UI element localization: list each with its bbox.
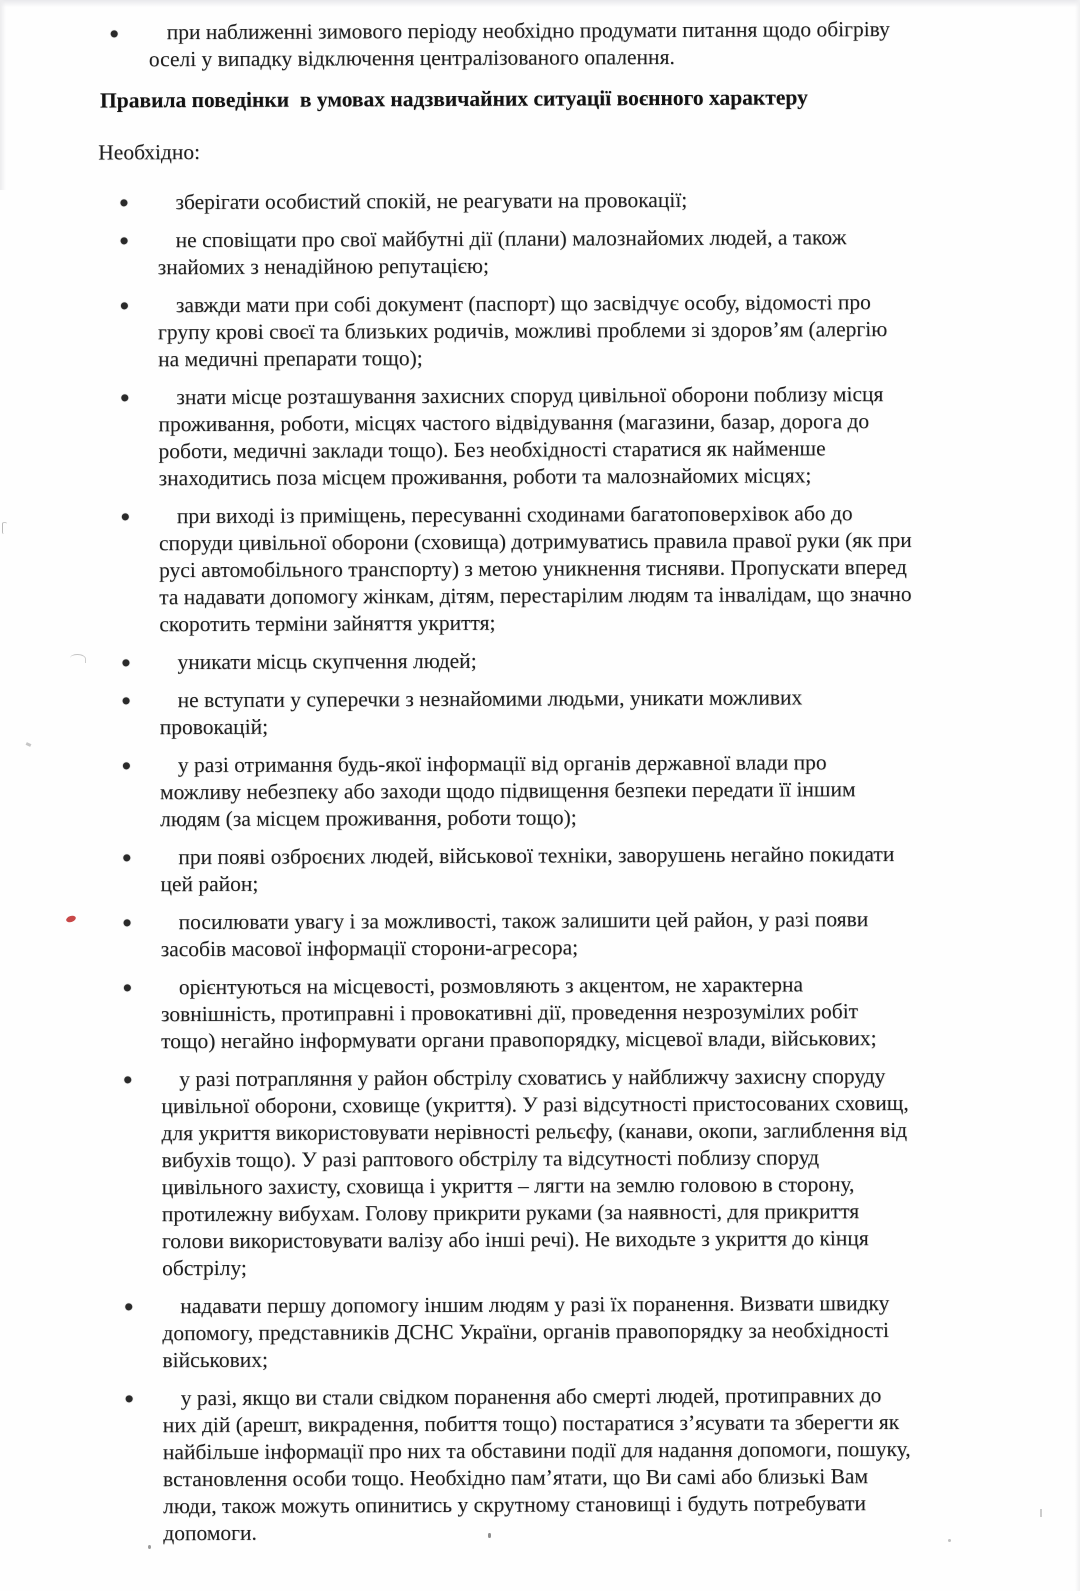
scan-speck-artifact [488, 1533, 491, 1538]
bullet-icon [123, 762, 130, 769]
scan-speck-artifact [2, 522, 7, 534]
bullet-icon [120, 199, 127, 206]
rule-text: при виході із приміщень, пересуванні сходинами багатоповерхівок або до споруди цивільної оборони (сховища) дотримуватись правила правої руки (як при русі автомобільного транспорту) з метою уникнення тисняви. Пропускати вперед та надавати допомогу жінкам, дітям, перестарілим людям та інвалідам, що значно скоротить терміни зайняття укриття; [158, 501, 912, 637]
bullet-icon [123, 697, 130, 704]
rule-text: у разі, якщо ви стали свідком поранення або смерті людей, протиправних до них дій (арешт, викрадення, побиття тощо) постаратися з’ясувати та зберегти як найбільше інформації про них та обставини події для надання допомоги, пошуку, встановлення особи тощо. Необхідно пам’ятати, що Ви самі або близькі Вам люди, також можуть опинитись у скрутному становищі і будуть потребувати допомоги. [162, 1383, 911, 1546]
rule-text: при появі озброєних людей, військової техніки, заворушень негайно покидати цей район; [160, 841, 895, 897]
scan-edge-shadow-right [1075, 0, 1080, 1591]
list-item [159, 645, 1005, 676]
list-item [158, 289, 1004, 374]
list-item [163, 1381, 1010, 1547]
rule-text: у разі отримання будь-якої інформації від органів державної влади про можливу небезпеку або заходи щодо підвищення безпеки передати її іншим людям (за місцем проживання, роботи тощо); [159, 750, 856, 832]
rule-text: зберігати особистий спокій, не реагувати на провокації; [175, 187, 688, 215]
bullet-icon [122, 659, 129, 666]
bullet-icon [124, 919, 131, 926]
rules-list [0, 185, 1080, 1548]
intro-text: при наближенні зимового періоду необхідно продумати питання щодо обігріву оселі у випадку відключення централізованого опалення. [148, 16, 890, 72]
list-item [161, 970, 1007, 1055]
list-item [159, 499, 1006, 638]
list-item [162, 1289, 1008, 1374]
rule-text: завжди мати при собі документ (паспорт) що засвідчує особу, відомості про групу крові своєї та близьких родичів, можливі проблеми зі здоров’ям (алергію на медичні препарати тощо); [157, 290, 888, 372]
list-item [161, 905, 1007, 963]
bullet-icon [124, 984, 131, 991]
rule-text: посилювати увагу і за можливості, також залишити цей район, у разі появи засобів масової інформації сторони-агресора; [160, 907, 869, 962]
bullet-icon [121, 302, 128, 309]
bullet-icon [126, 1395, 133, 1402]
bullet-icon [125, 1303, 132, 1310]
section-subheading: Необхідно: [98, 140, 201, 165]
rule-text: знати місце розташування захисних споруд цивільної оборони поблизу місця проживання, роботи, місцях частого відвідування (магазини, базар, дорога до роботи, медичні заклади тощо). Без необхідності старатися як найменше знаходитись поза місцем проживання, роботи та малознайомих місцях; [158, 382, 884, 491]
list-item [160, 683, 1006, 741]
bullet-icon [122, 513, 129, 520]
list-item [158, 380, 1004, 492]
rule-text: не сповіщати про свої майбутні дії (плани) малознайомих людей, а також знайомих з ненадійною репутацією; [157, 225, 847, 280]
section-heading: Правила поведінки в умовах надзвичайних ситуації воєнного характеру [99, 85, 808, 113]
rule-text: орієнтуються на місцевості, розмовляють з акцентом, не характерна зовнішність, протиправні і провокативні дії, проведення незрозумілих робіт тощо) негайно інформувати органи правопорядку, місцевої влади, військових; [160, 972, 877, 1054]
list-item [157, 186, 1003, 217]
bullet-icon [121, 394, 128, 401]
scan-edge-shadow-top [0, 0, 1080, 7]
rule-text: у разі потрапляння у район обстрілу сховатись у найближчу захисну споруду цивільної оборони, сховище (укриття). У разі відсутності пристосованих сховищ, для укриття використовувати нерівності рельєфу, (канави, окопи, заглиблення від вибухів тощо). У разі раптового обстрілу та відсутності поблизу споруд цивільного захисту, сховища і укриття – лягти на землю головою в сторону, протилежну вибухам. Голову прикрити руками (за наявності, для прикриття голови використовувати валізу або інші речі). Не виходьте з укриття до кінця обстрілу; [161, 1064, 909, 1281]
list-item [158, 224, 1004, 282]
bullet-icon [121, 237, 128, 244]
scan-squiggle-artifact [70, 654, 86, 663]
scan-speck-artifact [948, 1539, 951, 1542]
list-item [149, 16, 989, 74]
list-item [161, 1062, 1008, 1282]
document-content [0, 15, 1080, 1559]
rule-text: уникати місць скупчення людей; [177, 648, 477, 675]
list-item [160, 748, 1006, 833]
rule-text: не вступати у суперечки з незнайомими людьми, уникати можливих провокацій; [159, 685, 803, 740]
scan-edge-shadow-left [0, 0, 6, 190]
scan-speck-artifact [1040, 1509, 1042, 1517]
bullet-icon [124, 1076, 131, 1083]
bullet-icon [111, 30, 118, 37]
rule-text: надавати першу допомогу іншим людям у разі їх поранення. Визвати швидку допомогу, представників ДСНС України, органів правопорядку за необхідності військових; [162, 1291, 890, 1373]
scan-speck-artifact [148, 1545, 151, 1549]
bullet-icon [123, 854, 130, 861]
list-item [160, 840, 1006, 898]
